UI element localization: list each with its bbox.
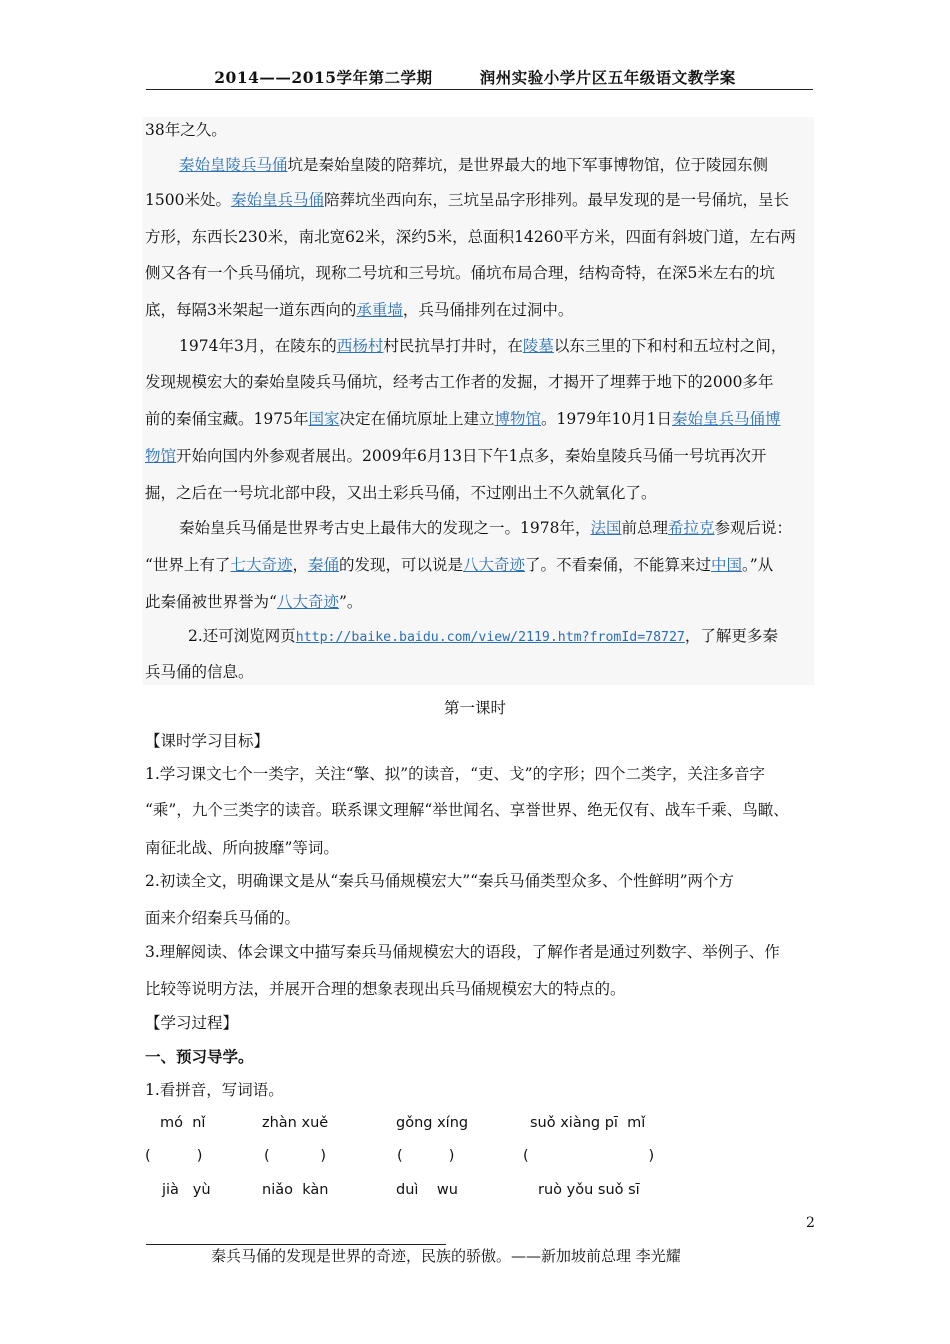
- text-line: 底，每隔3米架起一道东西向的承重墙，兵马俑排列在过洞中。: [145, 301, 574, 319]
- text-line: 秦始皇陵兵马俑坑是秦始皇陵的陪葬坑，是世界最大的地下军事博物馆，位于陵园东侧: [179, 156, 769, 174]
- page-header: 2014——2015学年第二学期 润州实验小学片区五年级语文教学案: [214, 68, 736, 87]
- link-warriors-museum-part1[interactable]: 秦始皇兵马俑博: [672, 410, 781, 428]
- header-rule: [146, 89, 813, 90]
- text-line: 物馆开始向国内外参观者展出。2009年6月13日下午1点多，秦始皇陵兵马俑一号坑再次开: [145, 447, 767, 465]
- text-line: 2.还可浏览网页http://baike.baidu.com/view/2119.htm?fromId=78727，了解更多秦: [188, 627, 778, 645]
- lesson-title: 第一课时: [443, 699, 506, 717]
- link-qin-warriors[interactable]: 秦俑: [307, 556, 339, 574]
- pinyin: mó nǐ: [160, 1115, 206, 1131]
- text-line: 2.初读全文，明确课文是从“秦兵马俑规模宏大”“秦兵马俑类型众多、个性鲜明”两个方: [145, 872, 734, 890]
- page-number: 2: [806, 1215, 815, 1231]
- answer-blank[interactable]: ( ): [145, 1148, 203, 1164]
- text-line: 方形，东西长230米，南北宽62米，深约5米，总面积14260平方米，四面有斜坡门道，左右两: [145, 228, 796, 246]
- link-warriors-museum-part2[interactable]: 物馆: [145, 447, 177, 465]
- goals-heading: 【课时学习目标】: [145, 732, 270, 750]
- text-line: 南征北战、所向披靡”等词。: [145, 839, 339, 857]
- text-line: 掘，之后在一号坑北部中段，又出土彩兵马俑，不过刚出土不久就氧化了。: [145, 484, 657, 502]
- text-line: 此秦俑被世界誉为“八大奇迹”。: [145, 593, 363, 611]
- text-line: 1974年3月，在陵东的西杨村村民抗旱打井时，在陵墓以东三里的下和村和五垃村之间，: [179, 337, 787, 355]
- pinyin: suǒ xiàng pī mǐ: [530, 1115, 646, 1131]
- link-museum[interactable]: 博物馆: [494, 410, 541, 428]
- baike-url-link[interactable]: http://baike.baidu.com/view/2119.htm?fromId=78727: [295, 630, 685, 645]
- footer-rule: [146, 1244, 446, 1245]
- pinyin: niǎo kàn: [262, 1182, 329, 1198]
- text-line: 比较等说明方法，并展开合理的想象表现出兵马俑规模宏大的特点的。: [145, 980, 626, 998]
- text-line: 秦始皇兵马俑是世界考古史上最伟大的发现之一。1978年，法国前总理希拉克参观后说：: [179, 519, 793, 537]
- text-line: 侧又各有一个兵马俑坑，现称二号坑和三号坑。俑坑布局合理，结构奇特，在深5米左右的坑: [145, 264, 775, 282]
- link-load-bearing-wall[interactable]: 承重墙: [356, 301, 403, 319]
- text-line: 面来介绍秦兵马俑的。: [145, 909, 301, 927]
- text-line: “乘”，九个三类字的读音。联系课文理解“举世闻名、享誉世界、绝无仅有、战车千乘、鸟瞰、: [145, 801, 789, 819]
- text-line: 1500米处。秦始皇兵马俑陪葬坑坐西向东，三坑呈品字形排列。最早发现的是一号俑坑，呈长: [145, 191, 789, 209]
- pinyin: ruò yǒu suǒ sī: [538, 1182, 640, 1198]
- answer-blank[interactable]: ( ): [523, 1148, 655, 1164]
- pinyin: zhàn xuě: [262, 1115, 329, 1131]
- link-qinshihuang-tomb-warriors[interactable]: 秦始皇陵兵马俑: [179, 156, 288, 174]
- pinyin: gǒng xíng: [396, 1115, 469, 1131]
- footer-quote: 秦兵马俑的发现是世界的奇迹，民族的骄傲。——新加坡前总理 李光耀: [211, 1247, 681, 1265]
- link-xiyang-village[interactable]: 西杨村: [336, 337, 384, 355]
- link-china[interactable]: 中国: [711, 556, 743, 574]
- link-country[interactable]: 国家: [308, 410, 340, 428]
- text-line: 1.学习课文七个一类字，关注“擎、拟”的读音，“吏、戈”的字形；四个二类字，关注多音字: [145, 765, 765, 783]
- link-france[interactable]: 法国: [590, 519, 622, 537]
- text-line: 兵马俑的信息。: [145, 663, 254, 681]
- text-line: 38年之久。: [145, 121, 227, 139]
- text-line: 前的秦俑宝藏。1975年国家决定在俑坑原址上建立博物馆。1979年10月1日秦始皇兵马俑博: [145, 410, 781, 428]
- text-line: 3.理解阅读、体会课文中描写秦兵马俑规模宏大的语段，了解作者是通过列数字、举例子、作: [145, 943, 780, 961]
- section-heading: 一、预习导学。: [145, 1047, 254, 1066]
- answer-blank[interactable]: ( ): [264, 1148, 327, 1164]
- link-qinshihuang-warriors[interactable]: 秦始皇兵马俑: [230, 191, 324, 209]
- link-chirac[interactable]: 希拉克: [667, 519, 715, 537]
- text-line: “世界上有了七大奇迹，秦俑的发现，可以说是八大奇迹了。不看秦俑，不能算来过中国。”从: [145, 556, 774, 574]
- pinyin: jià yù: [162, 1182, 211, 1198]
- text-line: 发现规模宏大的秦始皇陵兵马俑坑，经考古工作者的发掘，才揭开了埋葬于地下的2000多年: [145, 373, 774, 391]
- link-mausoleum[interactable]: 陵墓: [522, 337, 554, 355]
- process-heading: 【学习过程】: [145, 1014, 239, 1032]
- pinyin: duì wu: [396, 1182, 458, 1198]
- task-heading: 1.看拼音，写词语。: [145, 1081, 284, 1099]
- answer-blank[interactable]: ( ): [397, 1148, 455, 1164]
- link-seven-wonders[interactable]: 七大奇迹: [230, 556, 293, 574]
- link-eighth-wonder[interactable]: 八大奇迹: [463, 556, 526, 574]
- link-eighth-wonder-2[interactable]: 八大奇迹: [276, 593, 339, 611]
